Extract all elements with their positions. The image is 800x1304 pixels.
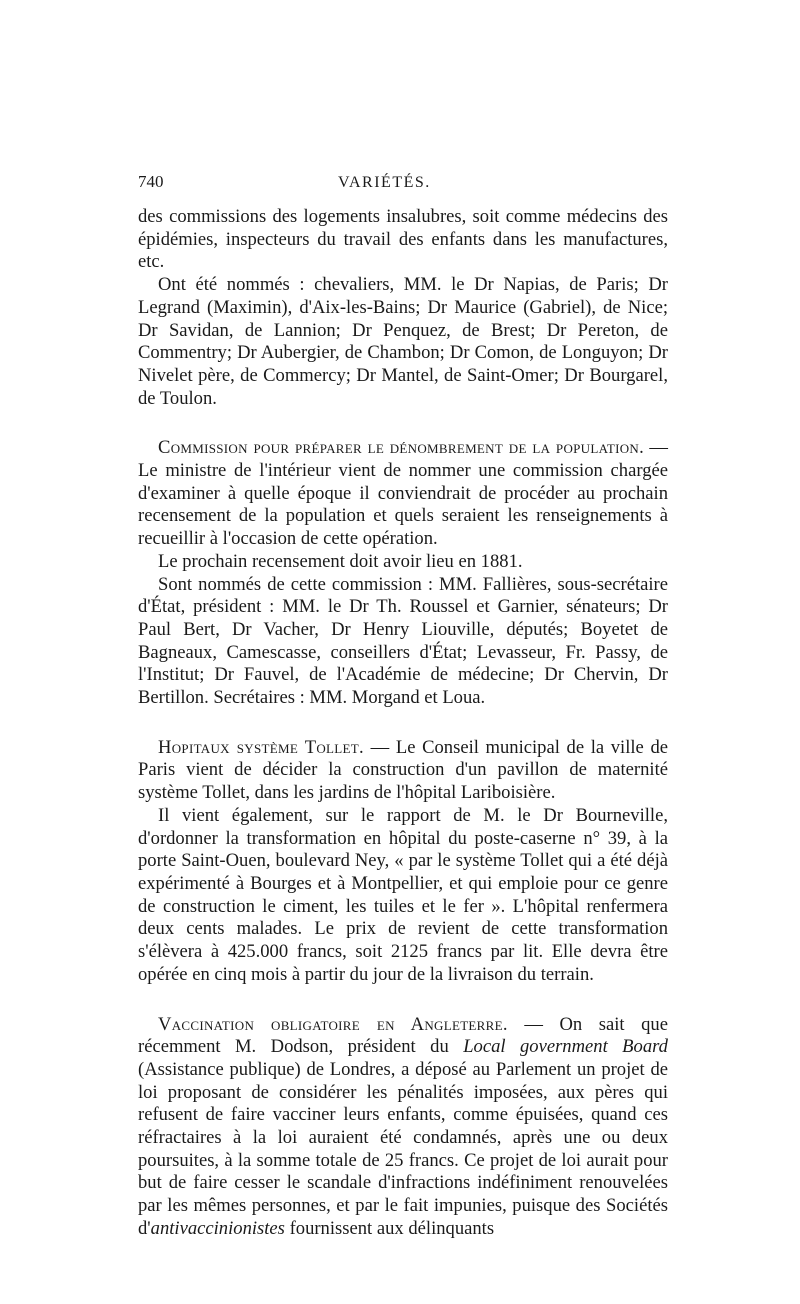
paragraph: Il vient également, sur le rapport de M. le Dr Bourneville, d'ordonner la transformation en hôpital du poste-caserne n° 39, à la porte Saint-Ouen, boulevard Ney, « par le système Tollet qui a été déjà expérimenté à Bourges et à Montpellier, et qui emploie pour ce genre de construction le ciment, les tuiles et le fer ». L'hôpital renfermera deux cents malades. Le prix de revient de cette transformation s'élèvera à 425.000 francs, soit 2125 francs par lit. Elle devra être opérée en cinq mois à partir du jour de la livraison du terrain. [138,804,668,985]
paragraph: des commissions des logements insalubres, soit comme médecins des épidémies, inspecteurs du travail des enfants dans les manufactures, etc. [138,206,668,273]
italic-term: antivaccinionistes [150,1217,285,1239]
italic-term: Local government Board [463,1036,668,1058]
section-title: Commission pour préparer le dénombrement de la population. [158,437,645,459]
section-title: Hopitaux système Tollet. [158,736,364,758]
page [138,172,668,1241]
running-title: VARIÉTÉS. [338,174,431,191]
paragraph: Sont nommés de cette commission : MM. Fallières, sous-secrétaire d'État, président : MM. le Dr Th. Roussel et Garnier, sénateurs; Dr Paul Bert, Dr Vacher, Dr Henry Liouville, députés; Boyetet de Bagneaux, Camescasse, conseillers d'État; Levasseur, Fr. Passy, de l'Institut; Dr Fauvel, de l'Académie de médecine; Dr Chervin, Dr Bertillon. Secrétaires : MM. Morgand et Loua. [138,573,668,709]
section-paragraph [138,437,668,551]
page-number: 740 [138,172,164,191]
paragraph: Ont été nommés : chevaliers, MM. le Dr Napias, de Paris; Dr Legrand (Maximin), d'Aix-les-Bains; Dr Maurice (Gabriel), de Nice; Dr Savidan, de Lannion; Dr Penquez, de Brest; Dr Pereton, de Commentry; Dr Aubergier, de Chambon; Dr Comon, de Longuyon; Dr Nivelet père, de Commercy; Dr Mantel, de Saint-Omer; Dr Bourgarel, de Toulon. [138,274,668,409]
paragraph-text: — On sait que récemment M. Dodson, président du [138,1013,668,1058]
section-paragraph [138,737,668,805]
body-text [138,206,668,1241]
section-paragraph [138,1014,668,1241]
section-title: Vaccination obligatoire en Angleterre. [158,1013,508,1035]
paragraph: Le prochain recensement doit avoir lieu en 1881. [158,550,523,572]
paragraph-text: (Assistance publique) de Londres, a déposé au Parlement un projet de loi proposant de considérer les pénalités imposées, aux pères qui refusent de faire vacciner leurs enfants, comme épuisées, quand ces réfractaires à la loi auraient été condamnés, après une ou deux poursuites, à la somme totale de 25 francs. Ce projet de loi aurait pour but de faire cesser le scandale d'infractions indéfiniment renouvelées par les mêmes personnes, et par le fait impunies, puisque des Sociétés d' [138,1058,668,1239]
paragraph-text: — Le ministre de l'intérieur vient de nommer une commission chargée d'examiner à quelle époque il conviendrait de procéder au prochain recensement de la population et quels seraient les renseignements à recueillir à l'occasion de cette opération. [138,437,668,550]
paragraph-text: fournissent aux délinquants [289,1217,495,1239]
paragraph-text: — Le Conseil municipal de la ville de Paris vient de décider la construction d'un pavillon de maternité système Tollet, dans les jardins de l'hôpital Lariboisière. [138,736,668,804]
page-header [138,172,668,202]
